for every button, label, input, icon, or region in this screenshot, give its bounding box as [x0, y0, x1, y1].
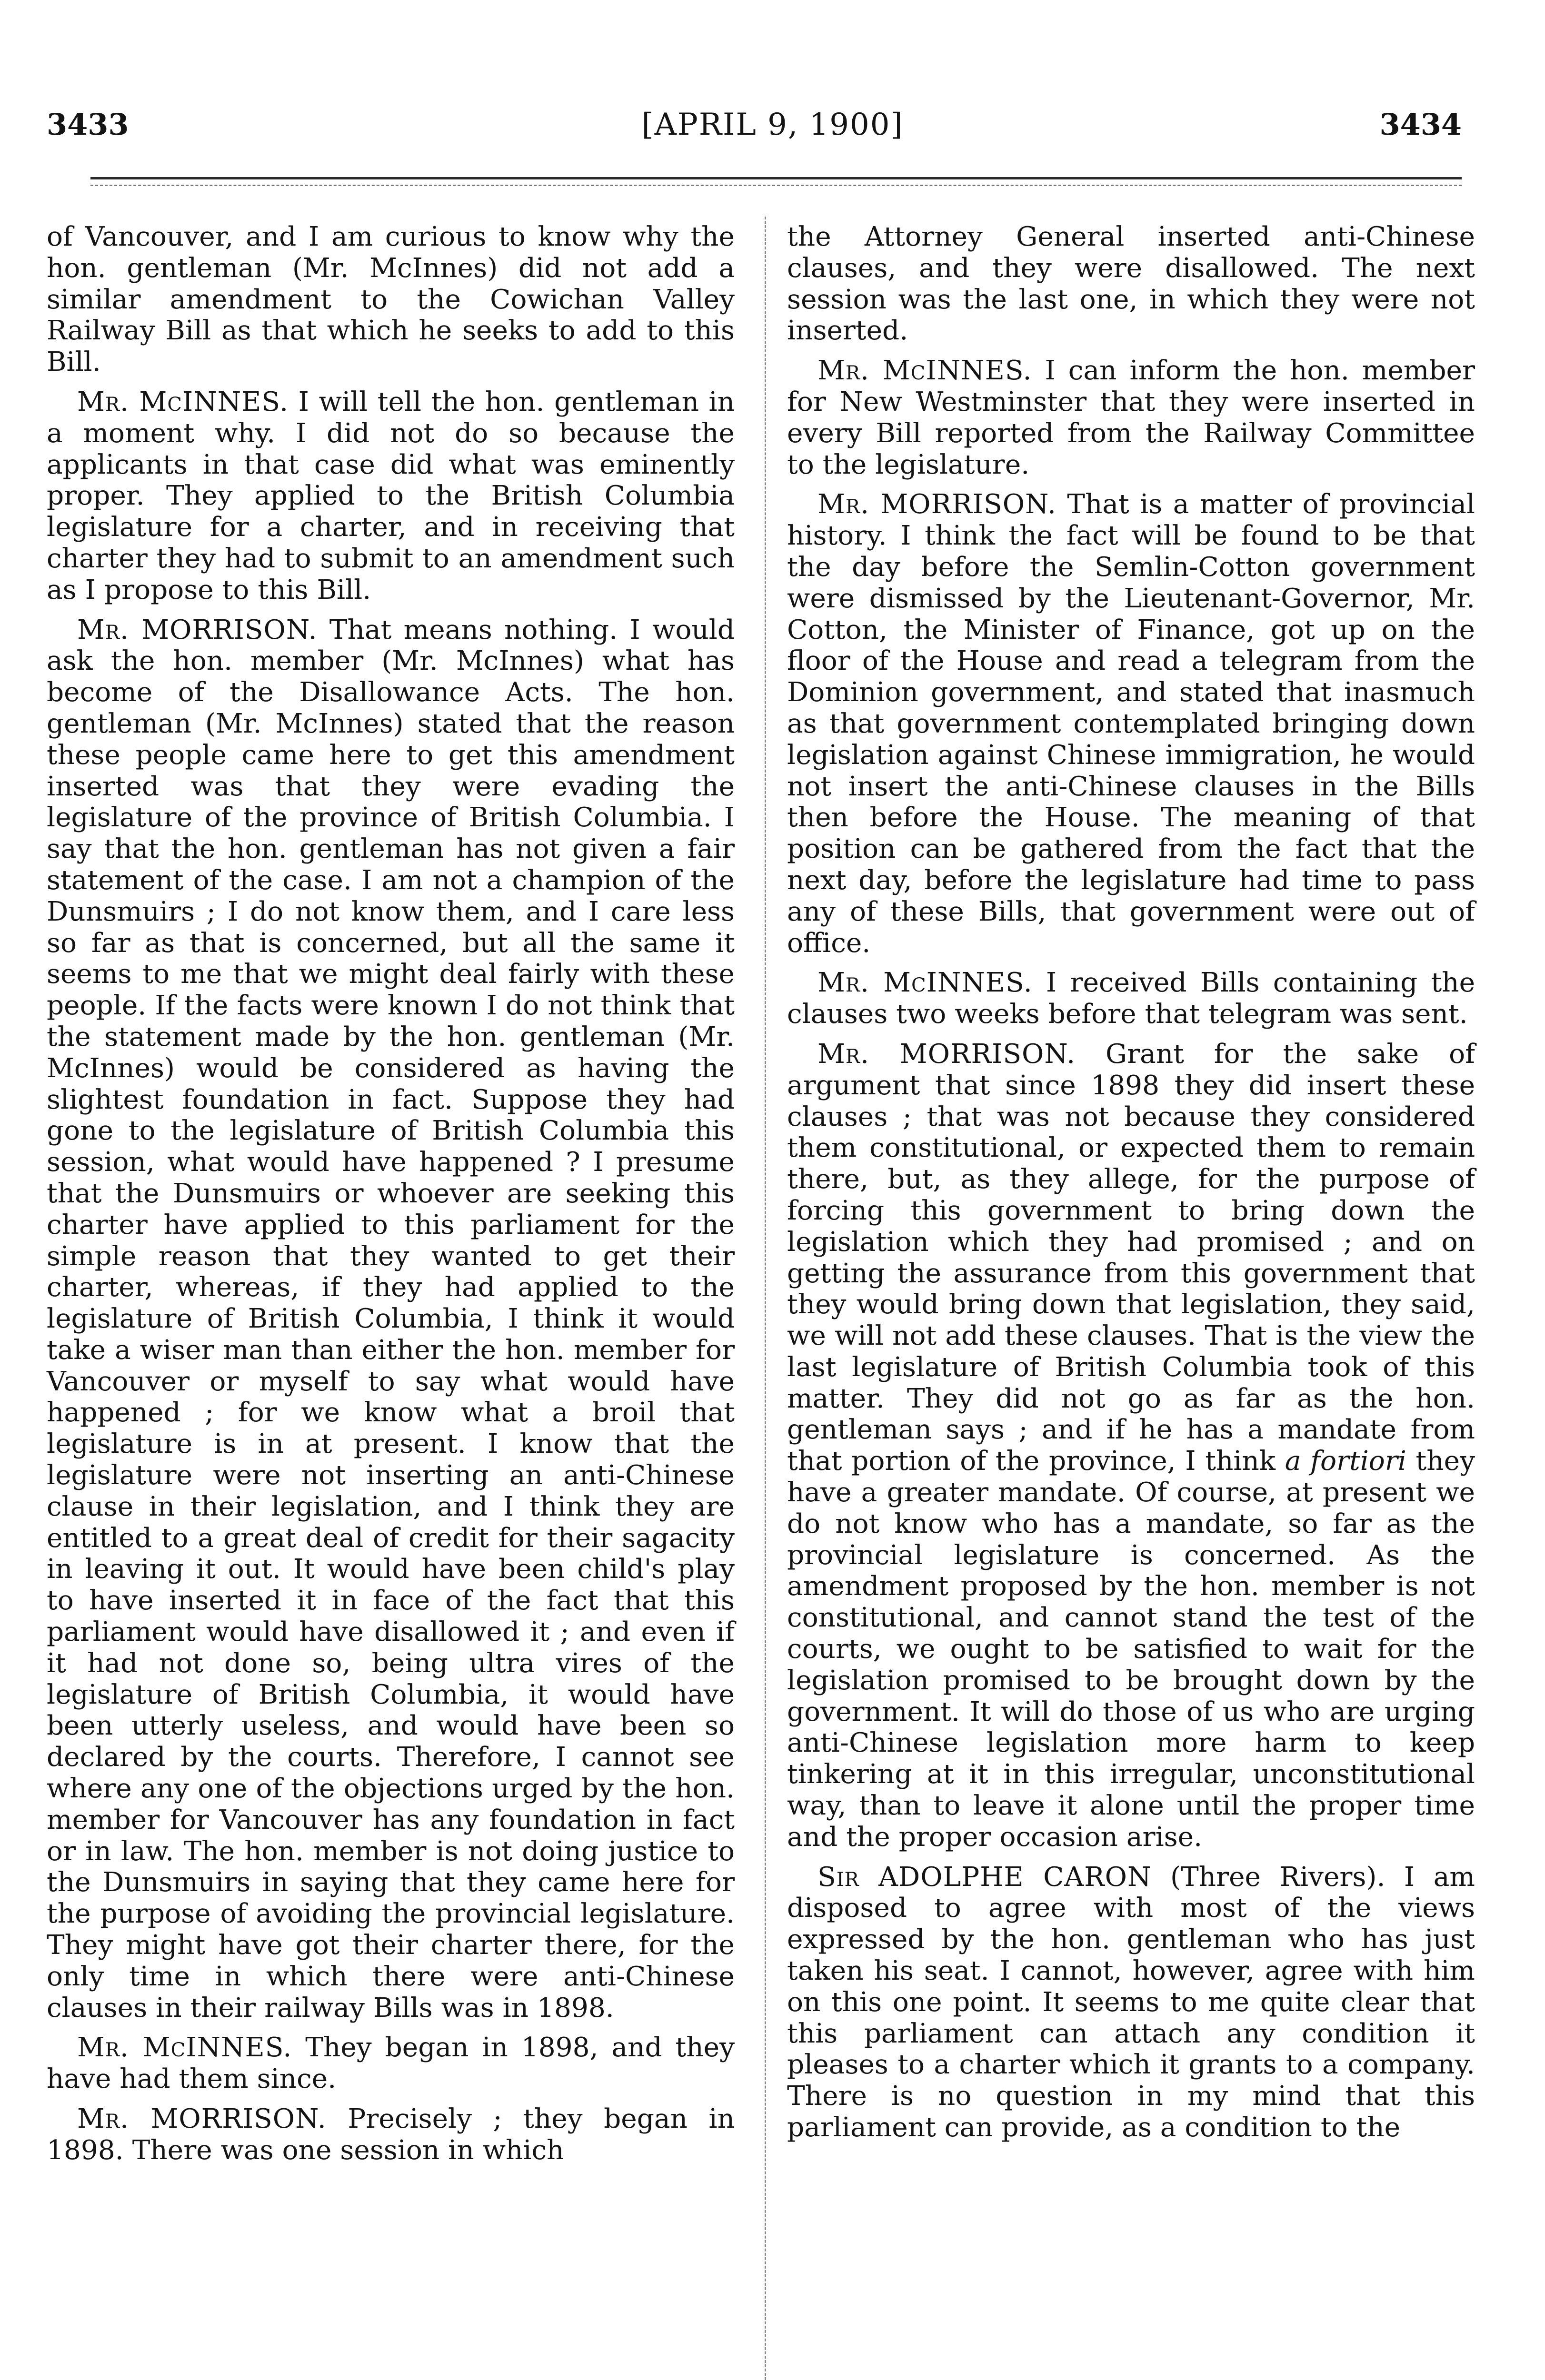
page-date: [APRIL 9, 1900] — [641, 107, 904, 142]
speaker-name: Mr. MORRISON. — [77, 614, 318, 645]
page-header — [0, 107, 1545, 155]
paragraph-text: Grant for the sake of argument that since 1898 they did insert these clauses ; that was not because they considered them constitutional, or expected them to remain there, but, as they allege, for the purpose of forcing this government to bring down the legislation which they had promised ; and on getting the assurance from this government that they would bring down that legislation, they said, we will not add these clauses. That is the view the last legislature of British Columbia took of this matter. They did not go as far as the hon. gentleman says ; and if he has a mandate from that portion of the province, I think — [787, 1038, 1475, 1477]
paragraph — [47, 221, 735, 378]
paragraph — [787, 1039, 1475, 1853]
paragraph — [787, 355, 1475, 480]
speaker-name: Mr. McINNES. — [817, 967, 1033, 999]
paragraph — [787, 1862, 1475, 2143]
right-page-number: 3434 — [1379, 107, 1462, 142]
paragraph-text: of Vancouver, and I am curious to know why the hon. gentleman (Mr. McInnes) did not add a similar amendment to the Cowichan Valley Railway Bill as that which he seeks to add to this Bill. — [47, 221, 735, 378]
paragraph-text: Precisely ; they began in 1898. There was one session in which — [47, 2103, 735, 2166]
italic-phrase: a fortiori — [1285, 1446, 1406, 1477]
paragraph — [787, 221, 1475, 347]
header-rule — [90, 177, 1462, 179]
paragraph-text: That means nothing. I would ask the hon. member (Mr. McInnes) what has become of the Disallowance Acts. The hon. gentleman (Mr. McInnes) stated that the reason these people came here to get this amendment inserted was that they were evading the legislature of the province of British Columbia. I say that the hon. gentleman has not given a fair statement of the case. I am not a champion of the Dunsmuirs ; I do not know them, and I care less so far as that is concerned, but all the same it seems to me that we might deal fairly with these people. If the facts were known I do not think that the statement made by the hon. gentleman (Mr. McInnes) would be considered as having the slightest foundation in fact. Suppose they had gone to the legislature of British Columbia this session, what would have happened ? I presume that the Dunsmuirs or whoever are seeking this charter have applied to this parliament for the simple reason that they wanted to get their charter, whereas, if they had applied to the legislature of British Columbia, I think it would take a wiser man than either the hon. member for Vancouver or myself to say what would have happened ; for we know what a broil that legislature is in at present. I know that the legislature were not inserting an anti-Chinese clause in their legislation, and I think they are entitled to a great deal of credit for their sagacity in leaving it out. It would have been child's play to have inserted it in face of the fact that this parliament would have disallowed it ; and even if it had not done so, being ultra vires of the legislature of British Columbia, it would have been utterly useless, and would have been so declared by the courts. Therefore, I cannot see where any one of the objections urged by the hon. member for Vancouver has any foundation in fact or in law. The hon. member is not doing justice to the Dunsmuirs in saying that they came here for the purpose of avoiding the provincial legislature. They might have got their charter there, for the only time in which there were anti-Chinese clauses in their railway Bills was in 1898. — [47, 614, 735, 2023]
speaker-name: Mr. McINNES. — [77, 386, 289, 417]
paragraph-text: They began in 1898, and they have had them since. — [47, 2032, 735, 2095]
paragraph — [47, 2103, 735, 2166]
paragraph-text: I can inform the hon. member for New Westminster that they were inserted in every Bill reported from the Railway Committee to the legislature. — [787, 355, 1475, 480]
right-column — [787, 221, 1475, 2152]
paragraph-text: the Attorney General inserted anti-Chinese clauses, and they were disallowed. The next session was the last one, in which they were not inserted. — [787, 221, 1475, 347]
paragraph-text: (Three Rivers). I am disposed to agree with most of the views expressed by the hon. gentleman who has just taken his seat. I cannot, however, agree with him on this one point. It seems to me quite clear that this parliament can attach any condition it pleases to a charter which it grants to a company. There is no question in my mind that this parliament can provide, as a condition to the — [787, 1861, 1475, 2143]
paragraph-text: they have a greater mandate. Of course, at present we do not know who has a mandate, so far as the provincial legislature is concerned. As the amendment proposed by the hon. member is not constitutional, and cannot stand the test of the courts, we ought to be satisfied to wait for the legislation promised to be brought down by the government. It will do those of us who are urging anti-Chinese legislation more harm to keep tinkering at it in this irregular, unconstitutional way, than to leave it alone until the proper time and the proper occasion arise. — [787, 1446, 1475, 1853]
paragraph — [787, 489, 1475, 959]
speaker-name: Sir ADOLPHE CARON — [817, 1861, 1152, 1893]
paragraph — [47, 387, 735, 606]
paragraph — [47, 2032, 735, 2095]
speaker-name: Mr. MORRISON. — [77, 2103, 327, 2135]
column-divider — [765, 217, 766, 2380]
speaker-name: Mr. McINNES. — [77, 2032, 292, 2063]
left-page-number: 3433 — [47, 107, 129, 142]
paragraph — [787, 967, 1475, 1030]
paragraph-text: I will tell the hon. gentleman in a moment why. I did not do so because the applicants in that case did what was eminently proper. They applied to the British Columbia legislature for a charter, and in receiving that charter they had to submit to an amendment such as I propose to this Bill. — [47, 386, 735, 605]
paragraph-text: That is a matter of provincial history. I think the fact will be found to be that the day before the Semlin-Cotton government were dismissed by the Lieutenant-Governor, Mr. Cotton, the Minister of Finance, got up on the floor of the House and read a telegram from the Dominion government, and stated that inasmuch as that government contemplated bringing down legislation against Chinese immigration, he would not insert the anti-Chinese clauses in the Bills then before the House. The meaning of that position can be gathered from the fact that the next day, before the legislature had time to pass any of these Bills, that government were out of office. — [787, 489, 1475, 959]
speaker-name: Mr. MORRISON. — [817, 1038, 1076, 1070]
paragraph-text: I received Bills containing the clauses two weeks before that telegram was sent. — [787, 967, 1475, 1030]
header-rule-secondary — [90, 185, 1462, 186]
left-column — [47, 221, 735, 2175]
paragraph — [47, 615, 735, 2024]
speaker-name: Mr. McINNES. — [817, 355, 1032, 387]
speaker-name: Mr. MORRISON. — [817, 489, 1057, 520]
